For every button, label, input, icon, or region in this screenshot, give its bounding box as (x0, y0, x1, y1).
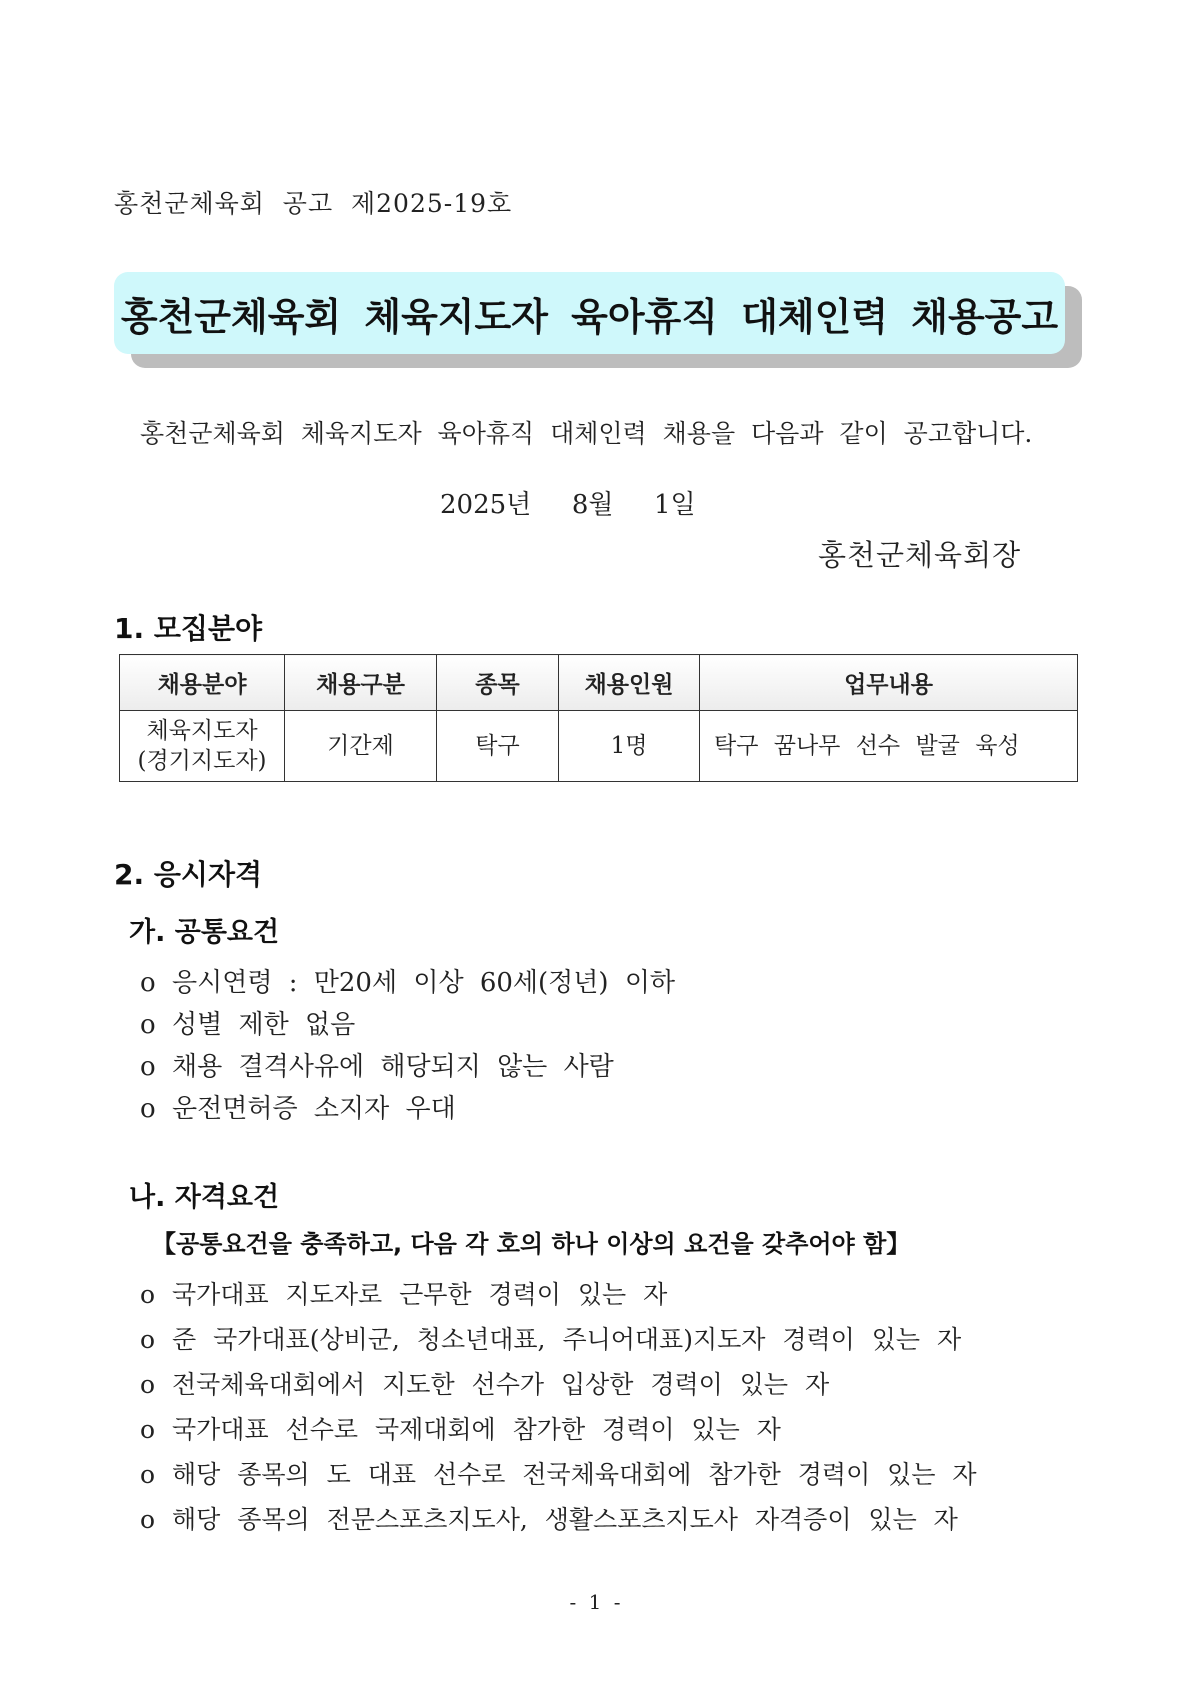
list-item (140, 1275, 667, 1311)
header-field: 채용분야 (120, 655, 285, 711)
table-row (120, 711, 1078, 782)
intro-text: 홍천군체육회 체육지도자 육아휴직 대체인력 채용을 다음과 같이 공고합니다. (140, 419, 1033, 448)
list-item-text: 전국체육대회에서 지도한 선수가 입상한 경력이 있는 자 (172, 1370, 830, 1399)
list-item (140, 1004, 355, 1041)
table-header-row (120, 655, 1078, 711)
list-item-text: 해당 종목의 전문스포츠지도사, 생활스포츠지도사 자격증이 있는 자 (172, 1505, 958, 1534)
recruitment-table (119, 654, 1078, 782)
signer: 홍천군체육회장 (818, 538, 1022, 572)
list-item (140, 1088, 456, 1125)
header-sport: 종목 (437, 655, 559, 711)
bullet-mark: o (140, 968, 156, 998)
cell-sport: 탁구 (437, 711, 559, 782)
page-number: - 1 - (569, 1590, 621, 1614)
bullet-mark: o (140, 1325, 156, 1354)
bullet-mark: o (140, 1460, 156, 1489)
section1-heading: 1. 모집분야 (114, 612, 263, 645)
cell-type: 기간제 (285, 711, 437, 782)
document-title: 홍천군체육회 체육지도자 육아휴직 대체인력 채용공고 (120, 294, 1059, 339)
list-item-text: 운전면허증 소지자 우대 (172, 1094, 456, 1124)
header-type: 채용구분 (285, 655, 437, 711)
qualification-heading: 나. 자격요건 (129, 1182, 280, 1213)
list-item-text: 국가대표 선수로 국제대회에 참가한 경력이 있는 자 (172, 1415, 781, 1444)
cell-field (120, 711, 285, 782)
bullet-mark: o (140, 1415, 156, 1444)
list-item (140, 1046, 614, 1083)
list-item-text: 성별 제한 없음 (172, 1010, 356, 1040)
header-headcount: 채용인원 (559, 655, 700, 711)
cell-field-line1: 체육지도자 (146, 718, 258, 744)
list-item (140, 1410, 781, 1446)
cell-headcount: 1명 (559, 711, 700, 782)
list-item (140, 1365, 829, 1401)
list-item (140, 1455, 977, 1491)
notice-date: 2025년 8월 1일 (440, 490, 696, 520)
list-item-text: 국가대표 지도자로 근무한 경력이 있는 자 (172, 1280, 668, 1309)
bullet-mark: o (140, 1010, 156, 1040)
list-item (140, 1500, 958, 1536)
list-item-text: 해당 종목의 도 대표 선수로 전국체육대회에 참가한 경력이 있는 자 (172, 1460, 977, 1489)
bullet-mark: o (140, 1052, 156, 1082)
cell-field-line2: (경기지도자) (137, 748, 267, 774)
bullet-mark: o (140, 1505, 156, 1534)
bullet-mark: o (140, 1370, 156, 1399)
list-item-text: 채용 결격사유에 해당되지 않는 사람 (172, 1052, 614, 1082)
notice-number: 홍천군체육회 공고 제2025-19호 (114, 189, 513, 218)
title-box (114, 272, 1065, 354)
section2-heading: 2. 응시자격 (114, 858, 263, 891)
header-duties: 업무내용 (700, 655, 1078, 711)
bullet-mark: o (140, 1280, 156, 1309)
common-requirements-heading: 가. 공통요건 (129, 917, 280, 948)
cell-duties: 탁구 꿈나무 선수 발굴 육성 (700, 711, 1078, 782)
list-item-text: 응시연령 : 만20세 이상 60세(정년) 이하 (172, 968, 676, 998)
bullet-mark: o (140, 1094, 156, 1124)
qualification-note: 【공통요건을 충족하고, 다음 각 호의 하나 이상의 요건을 갖추어야 함】 (152, 1230, 911, 1258)
list-item-text: 준 국가대표(상비군, 청소년대표, 주니어대표)지도자 경력이 있는 자 (172, 1325, 962, 1354)
list-item (140, 1320, 961, 1356)
list-item (140, 962, 675, 999)
